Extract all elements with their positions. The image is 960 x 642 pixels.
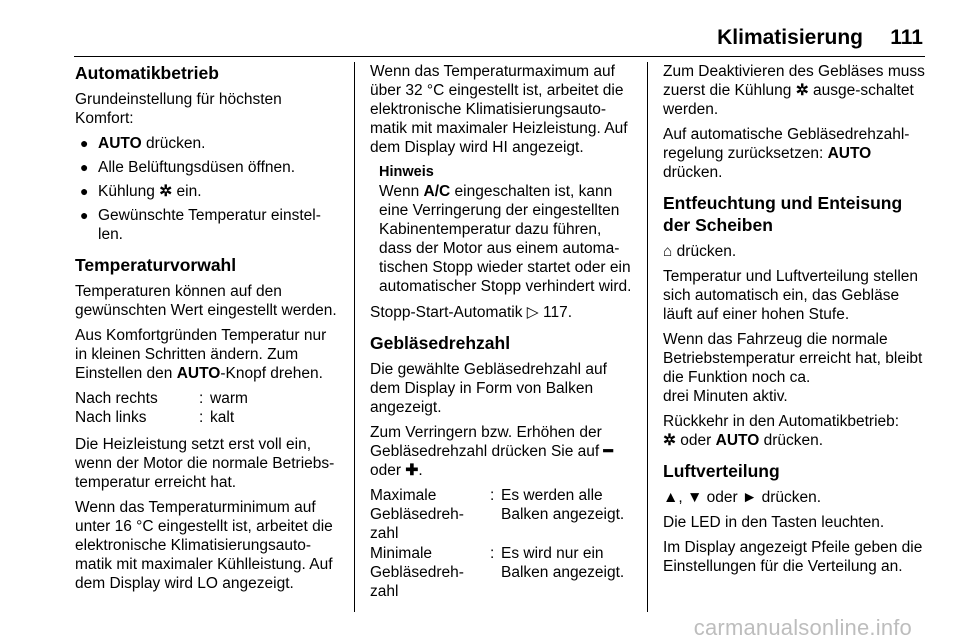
page-header <box>0 0 960 60</box>
note-heading: Hinweis <box>379 164 434 180</box>
section-heading-automatikbetrieb: Automatikbetrieb <box>75 63 219 83</box>
paragraph <box>663 125 928 182</box>
text: drücken. <box>759 432 824 449</box>
fan-speed-table <box>370 486 633 601</box>
auto-label: AUTO <box>176 365 221 382</box>
paragraph: ▲, ▼ oder ► drücken. <box>663 489 822 506</box>
table-cell-sep: : <box>490 545 495 562</box>
text: . <box>418 462 423 479</box>
snowflake-icon: ✲ <box>795 82 809 99</box>
paragraph: Die Heizleistung setzt erst voll ein, wenn der Motor die normale Betriebs-temperatur erreicht hat. <box>75 436 335 491</box>
text: Stopp-Start-Automatik <box>370 304 527 321</box>
table-cell-sep: : <box>199 390 204 407</box>
section-heading-temperaturvorwahl: Temperaturvorwahl <box>75 255 237 275</box>
bullet-icon: ● <box>80 135 89 151</box>
text: oder <box>370 462 406 479</box>
list-item-text: Kühlung <box>98 183 160 200</box>
list-item <box>75 182 341 201</box>
note-box <box>370 163 633 296</box>
defrost-icon: ⌂ <box>663 243 673 260</box>
column-1 <box>75 62 341 612</box>
list-item-text: ein. <box>172 183 202 200</box>
note-text <box>379 182 633 296</box>
page-reference-icon: ▷ <box>526 304 539 321</box>
text: Wenn das Fahrzeug die normale Betriebstemperatur erreicht hat, bleibt die Funktion noch ca. <box>663 331 923 386</box>
table-cell-label: Nach rechts <box>75 390 158 407</box>
bullet-icon: ● <box>80 159 89 175</box>
paragraph <box>663 62 928 119</box>
paragraph <box>663 412 928 450</box>
text: oder <box>676 432 716 449</box>
text: drücken. <box>663 164 723 181</box>
paragraph <box>663 330 928 406</box>
column-2 <box>370 62 633 612</box>
table-cell-value: warm <box>210 390 248 407</box>
header-rule <box>74 56 925 57</box>
bullet-list <box>75 134 341 244</box>
paragraph <box>370 423 633 480</box>
list-item <box>75 206 341 244</box>
paragraph: Im Display angezeigt Pfeile geben die Einstellungen für die Verteilung an. <box>663 539 923 575</box>
list-item-text: drücken. <box>141 135 206 152</box>
text: ausge-schaltet werden. <box>663 82 914 118</box>
table-cell-label: Nach links <box>75 409 147 426</box>
text: Zum Deaktivieren des Gebläses muss zuerst die Kühlung <box>663 63 925 99</box>
paragraph: Die LED in den Tasten leuchten. <box>663 514 885 531</box>
auto-label: AUTO <box>98 135 142 152</box>
paragraph: Grundeinstellung für höchsten Komfort: <box>75 91 282 127</box>
cross-reference <box>370 303 633 322</box>
bullet-icon: ● <box>80 207 89 223</box>
text: Aus Komfortgründen Temperatur nur in kleinen Schritten ändern. Zum Einstellen den <box>75 327 327 382</box>
direction-table <box>75 389 341 427</box>
list-item <box>75 134 341 153</box>
text: Rückkehr in den Automatikbetrieb: <box>663 413 900 430</box>
table-cell-value: kalt <box>210 409 235 426</box>
ac-label: A/C <box>423 183 451 200</box>
table-cell-value: Es werden alle Balken angezeigt. <box>501 487 625 523</box>
text: Zum Verringern bzw. Erhöhen der Gebläsedrehzahl drücken Sie auf <box>370 424 604 460</box>
column-divider <box>647 62 648 612</box>
bullet-icon: ● <box>80 183 89 199</box>
paragraph <box>75 326 341 383</box>
section-heading-entfeuchtung: Entfeuchtung und Enteisung der Scheiben <box>663 193 903 235</box>
watermark: carmanualsonline.info <box>693 615 912 640</box>
table-cell-label: Maximale Gebläsedreh-zahl <box>370 487 464 542</box>
paragraph <box>663 242 928 261</box>
column-3 <box>663 62 928 612</box>
section-heading-geblaesedrehzahl: Gebläsedrehzahl <box>370 333 511 353</box>
paragraph: Die gewählte Gebläsedrehzahl auf dem Display in Form von Balken angezeigt. <box>370 361 607 416</box>
table-cell-value: Es wird nur ein Balken angezeigt. <box>501 545 625 581</box>
minus-icon: ━ <box>603 443 613 460</box>
plus-icon: ✚ <box>405 462 419 479</box>
auto-label: AUTO <box>827 145 872 162</box>
paragraph: Temperatur und Luftverteilung stellen sich automatisch ein, das Gebläse läuft auf einer hohen Stufe. <box>663 268 919 323</box>
section-heading-luftverteilung: Luftverteilung <box>663 461 780 481</box>
list-item-text: Gewünschte Temperatur einstel-len. <box>98 207 321 243</box>
text: drei Minuten aktiv. <box>663 388 788 405</box>
text: Auf automatische Gebläsedrehzahl-regelung zurücksetzen: <box>663 126 910 162</box>
page-footer <box>0 614 960 642</box>
table-cell-label: Minimale Gebläsedreh-zahl <box>370 545 464 600</box>
paragraph: Wenn das Temperaturminimum auf unter 16 °C eingestellt ist, arbeitet die elektronische Klimatisierungsauto-matik mit maximaler Kühlleistung. Auf dem Display wird LO angezeigt. <box>75 499 333 592</box>
table-cell-sep: : <box>199 409 204 426</box>
list-item <box>75 158 341 177</box>
column-divider <box>354 62 355 612</box>
table-cell-sep: : <box>490 487 495 504</box>
list-item-text: Alle Belüftungsdüsen öffnen. <box>98 159 296 176</box>
snowflake-icon: ✲ <box>663 432 676 449</box>
page-title: Klimatisierung <box>717 26 863 49</box>
page-number: 111 <box>890 26 923 49</box>
paragraph: Wenn das Temperaturmaximum auf über 32 °C eingestellt ist, arbeitet die elektronische Klimatisierungsauto-matik mit maximaler Heizleistung. Auf dem Display wird HI angezeigt. <box>370 63 628 156</box>
paragraph: Temperaturen können auf den gewünschten Wert eingestellt werden. <box>75 283 337 319</box>
text: -Knopf drehen. <box>220 365 323 382</box>
text: Wenn <box>379 183 424 200</box>
snowflake-icon: ✲ <box>159 183 173 200</box>
text: 117. <box>538 304 573 321</box>
auto-label: AUTO <box>715 432 760 449</box>
text: eingeschalten ist, kann eine Verringerung der eingestellten Kabinentemperatur dazu führen, dass der Motor aus einem automa-tischen Stopp wieder startet oder ein automatischer Stopp verhindert wird. <box>379 183 632 295</box>
text: drücken. <box>672 243 737 260</box>
